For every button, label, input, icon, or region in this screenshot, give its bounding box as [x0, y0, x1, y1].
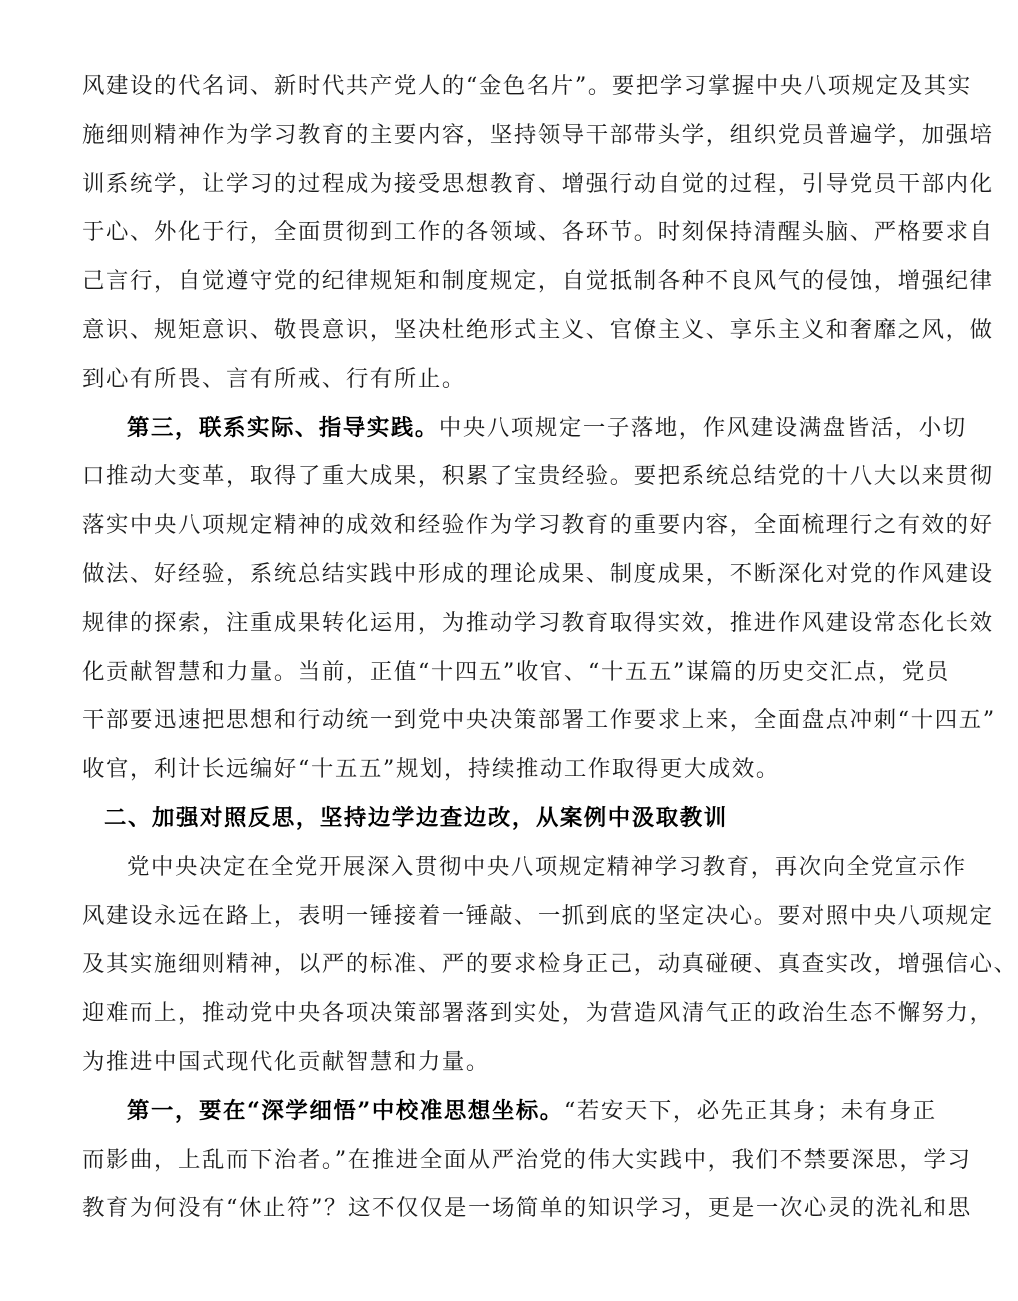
text-line: 口推动大变革，取得了重大成果，积累了宝贵经验。要把系统总结党的十八大以来贯彻	[82, 463, 994, 490]
paragraph-first-point	[82, 1087, 972, 1233]
document-body	[82, 62, 1018, 1233]
text-line: 收官，利计长远编好“十五五”规划，持续推动工作取得更大成效。	[82, 756, 780, 783]
text-line: 施细则精神作为学习教育的主要内容，坚持领导干部带头学，组织党员普遍学，加强培	[82, 121, 994, 148]
paragraph-lead: 第三，联系实际、指导实践。	[127, 414, 439, 441]
paragraph-continuation	[82, 62, 994, 404]
text-line: 风建设的代名词、新时代共产党人的“金色名片”。要把学习掌握中央八项规定及其实	[82, 73, 972, 99]
paragraph-lead-rest: “若安天下，必先正其身；未有身正	[563, 1097, 937, 1124]
paragraph-section-intro	[82, 843, 1018, 1087]
text-line	[82, 1087, 937, 1136]
text-line: 到心有所畏、言有所戒、行有所止。	[82, 365, 466, 392]
text-line: 为推进中国式现代化贡献智慧和力量。	[82, 1048, 490, 1075]
text-line: 化贡献智慧和力量。当前，正值“十四五”收官、“十五五”谋篇的历史交汇点，党员	[82, 658, 950, 685]
text-line: 及其实施细则精神，以严的标准、严的要求检身正己，动真碰硬、真查实改，增强信心、	[82, 951, 1018, 978]
text-line: 迎难而上，推动党中央各项决策部署落到实处，为营造风清气正的政治生态不懈努力，	[82, 1000, 994, 1027]
text-line: 规律的探索，注重成果转化运用，为推动学习教育取得实效，推进作风建设常态化长效	[82, 609, 994, 636]
text-line	[82, 404, 967, 453]
text-line: 于心、外化于行，全面贯彻到工作的各领域、各环节。时刻保持清醒头脑、严格要求自	[82, 219, 994, 246]
text-line: 干部要迅速把思想和行动统一到党中央决策部署工作要求上来，全面盘点冲刺“十四五”	[82, 707, 996, 734]
text-line: 意识、规矩意识、敬畏意识，坚决杜绝形式主义、官僚主义、享乐主义和奢靡之风，做	[82, 316, 994, 343]
text-line: 党中央决定在全党开展深入贯彻中央八项规定精神学习教育，再次向全党宣示作	[127, 853, 967, 880]
section-heading: 二、加强对照反思，坚持边学边查边改，从案例中汲取教训	[104, 804, 728, 831]
paragraph-lead-rest: 中央八项规定一子落地，作风建设满盘皆活，小切	[438, 414, 967, 441]
text-line: 落实中央八项规定精神的成效和经验作为学习教育的重要内容，全面梳理行之有效的好	[82, 512, 994, 539]
text-line: 而影曲，上乱而下治者。”在推进全面从严治党的伟大实践中，我们不禁要深思，学习	[82, 1146, 972, 1173]
paragraph-lead: 第一，要在“深学细悟”中校准思想坐标。	[127, 1097, 564, 1124]
text-line: 做法、好经验，系统总结实践中形成的理论成果、制度成果，不断深化对党的作风建设	[82, 560, 994, 587]
text-line: 训系统学，让学习的过程成为接受思想教育、增强行动自觉的过程，引导党员干部内化	[82, 170, 994, 197]
paragraph-third-point	[82, 404, 996, 794]
text-line: 己言行，自觉遵守党的纪律规矩和制度规定，自觉抵制各种不良风气的侵蚀，增强纪律	[82, 268, 994, 295]
text-line: 风建设永远在路上，表明一锤接着一锤敲、一抓到底的坚定决心。要对照中央八项规定	[82, 902, 994, 929]
text-line: 教育为何没有“休止符”？这不仅仅是一场简单的知识学习，更是一次心灵的洗礼和思	[82, 1195, 972, 1222]
